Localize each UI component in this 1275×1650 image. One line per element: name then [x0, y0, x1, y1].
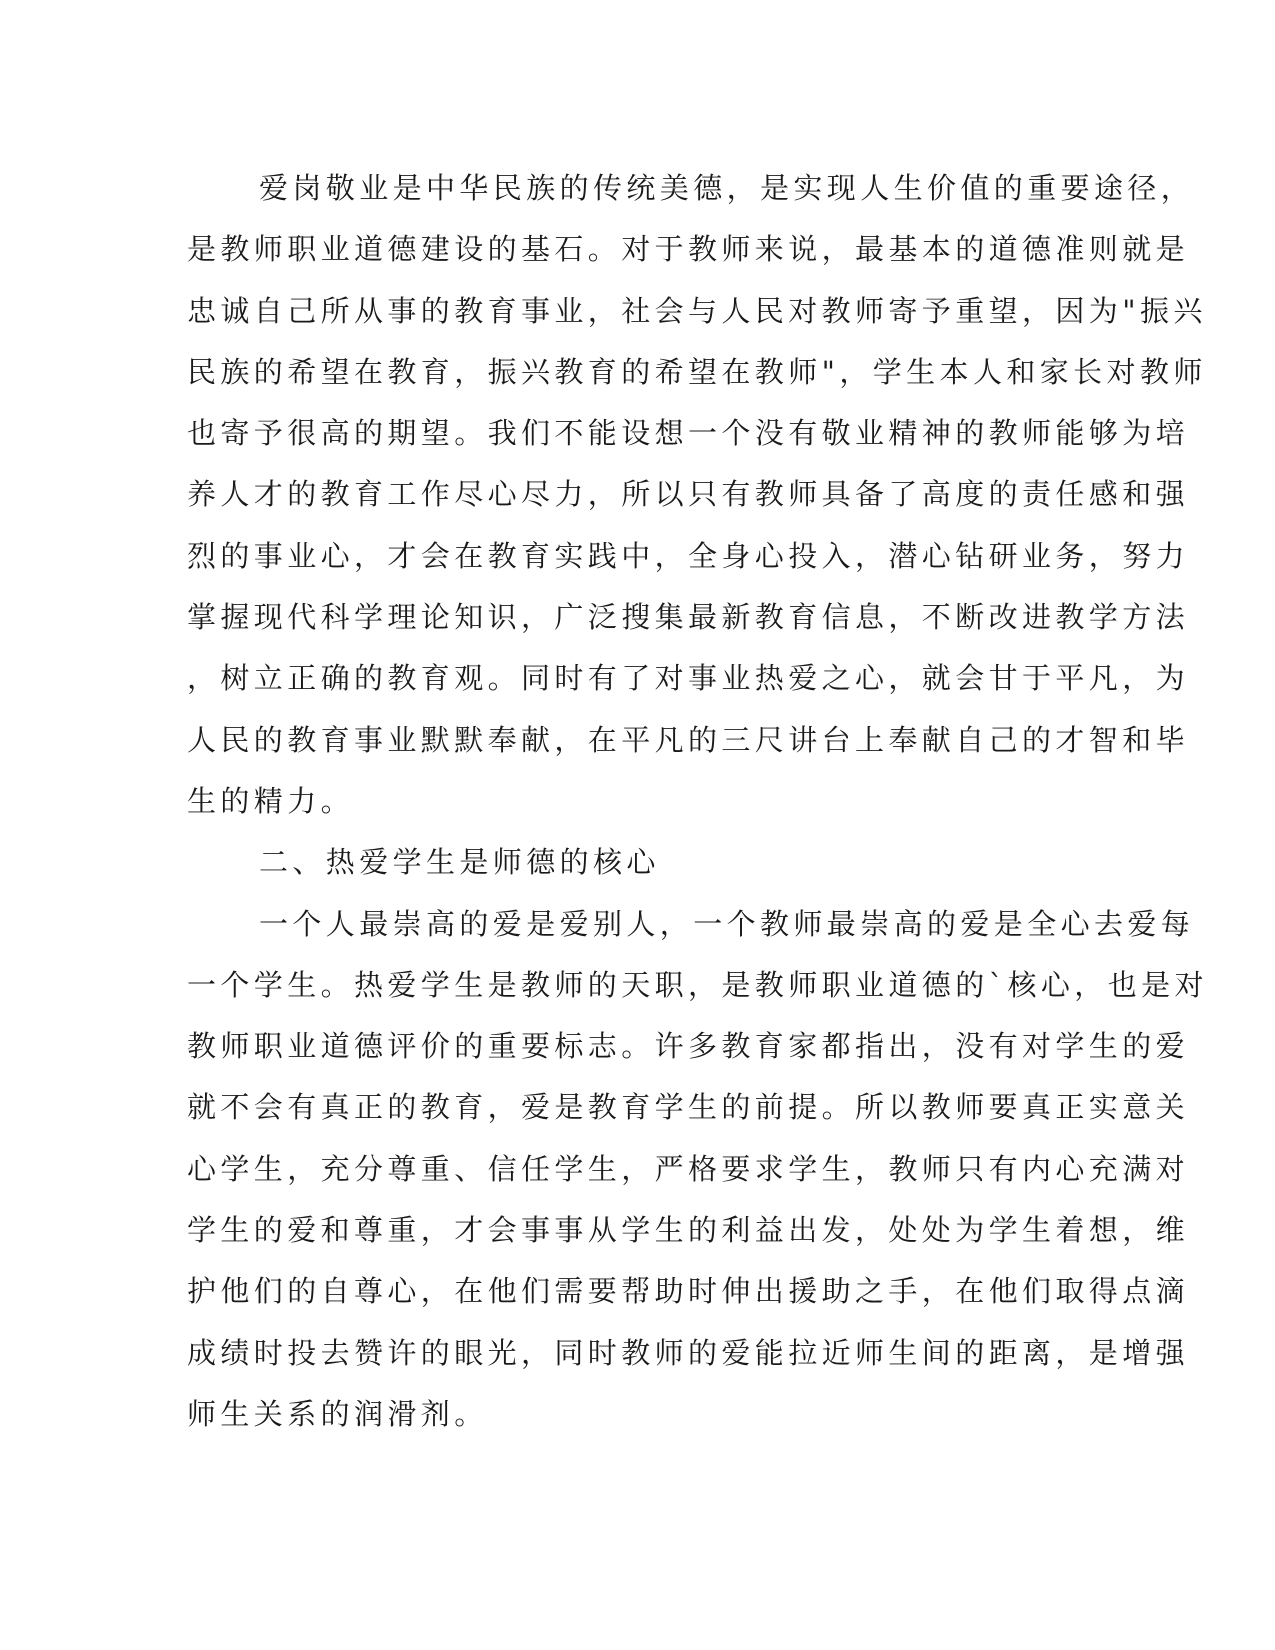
- text-line: ，树立正确的教育观。同时有了对事业热爱之心，就会甘于平凡，为: [187, 661, 1190, 696]
- text-line: 学生的爱和尊重，才会事事从学生的利益出发，处处为学生着想，维: [187, 1213, 1190, 1248]
- text-line: 一个人最崇高的爱是爱别人，一个教师最崇高的爱是全心去爱每: [259, 906, 1195, 941]
- text-line: 心学生，充分尊重、信任学生，严格要求学生，教师只有内心充满对: [187, 1151, 1190, 1186]
- text-line: 教师职业道德评价的重要标志。许多教育家都指出，没有对学生的爱: [187, 1029, 1190, 1064]
- section-heading: [187, 832, 1067, 893]
- text-line: 爱岗敬业是中华民族的传统美德，是实现人生价值的重要途径，: [259, 171, 1195, 205]
- text-line: 就不会有真正的教育，爱是教育学生的前提。所以教师要真正实意关: [187, 1090, 1190, 1125]
- text-line: 生的精力。: [187, 783, 355, 818]
- heading-text: 二、热爱学生是师德的核心: [259, 845, 660, 880]
- text-line: 民族的希望在教育，振兴教育的希望在教师"，学生本人和家长对教师: [187, 354, 1207, 389]
- text-line: 师生关系的润滑剂。: [187, 1396, 488, 1431]
- text-line: 护他们的自尊心，在他们需要帮助时伸出援助之手，在他们取得点滴: [187, 1274, 1190, 1309]
- text-line: 也寄予很高的期望。我们不能设想一个没有敬业精神的教师能够为培: [187, 416, 1190, 451]
- text-line: 成绩时投去赞许的眼光，同时教师的爱能拉近师生间的距离，是增强: [187, 1335, 1190, 1370]
- text-line: 是教师职业道德建设的基石。对于教师来说，最基本的道德准则就是: [187, 232, 1190, 267]
- text-line: 掌握现代科学理论知识，广泛搜集最新教育信息，不断改进教学方法: [187, 600, 1190, 635]
- text-line: 一个学生。热爱学生是教师的天职，是教师职业道德的`核心，也是对: [187, 967, 1208, 1002]
- document-body: [187, 158, 1208, 1445]
- paragraph-2: [187, 894, 1208, 1446]
- text-line: 人民的教育事业默默奉献，在平凡的三尺讲台上奉献自己的才智和毕: [187, 722, 1190, 757]
- text-line: 忠诚自己所从事的教育事业，社会与人民对教师寄予重望，因为"振兴: [187, 293, 1207, 328]
- paragraph-1: [187, 158, 1207, 832]
- text-line: 烈的事业心，才会在教育实践中，全身心投入，潜心钻研业务，努力: [187, 538, 1190, 573]
- text-line: 养人才的教育工作尽心尽力，所以只有教师具备了高度的责任感和强: [187, 477, 1190, 512]
